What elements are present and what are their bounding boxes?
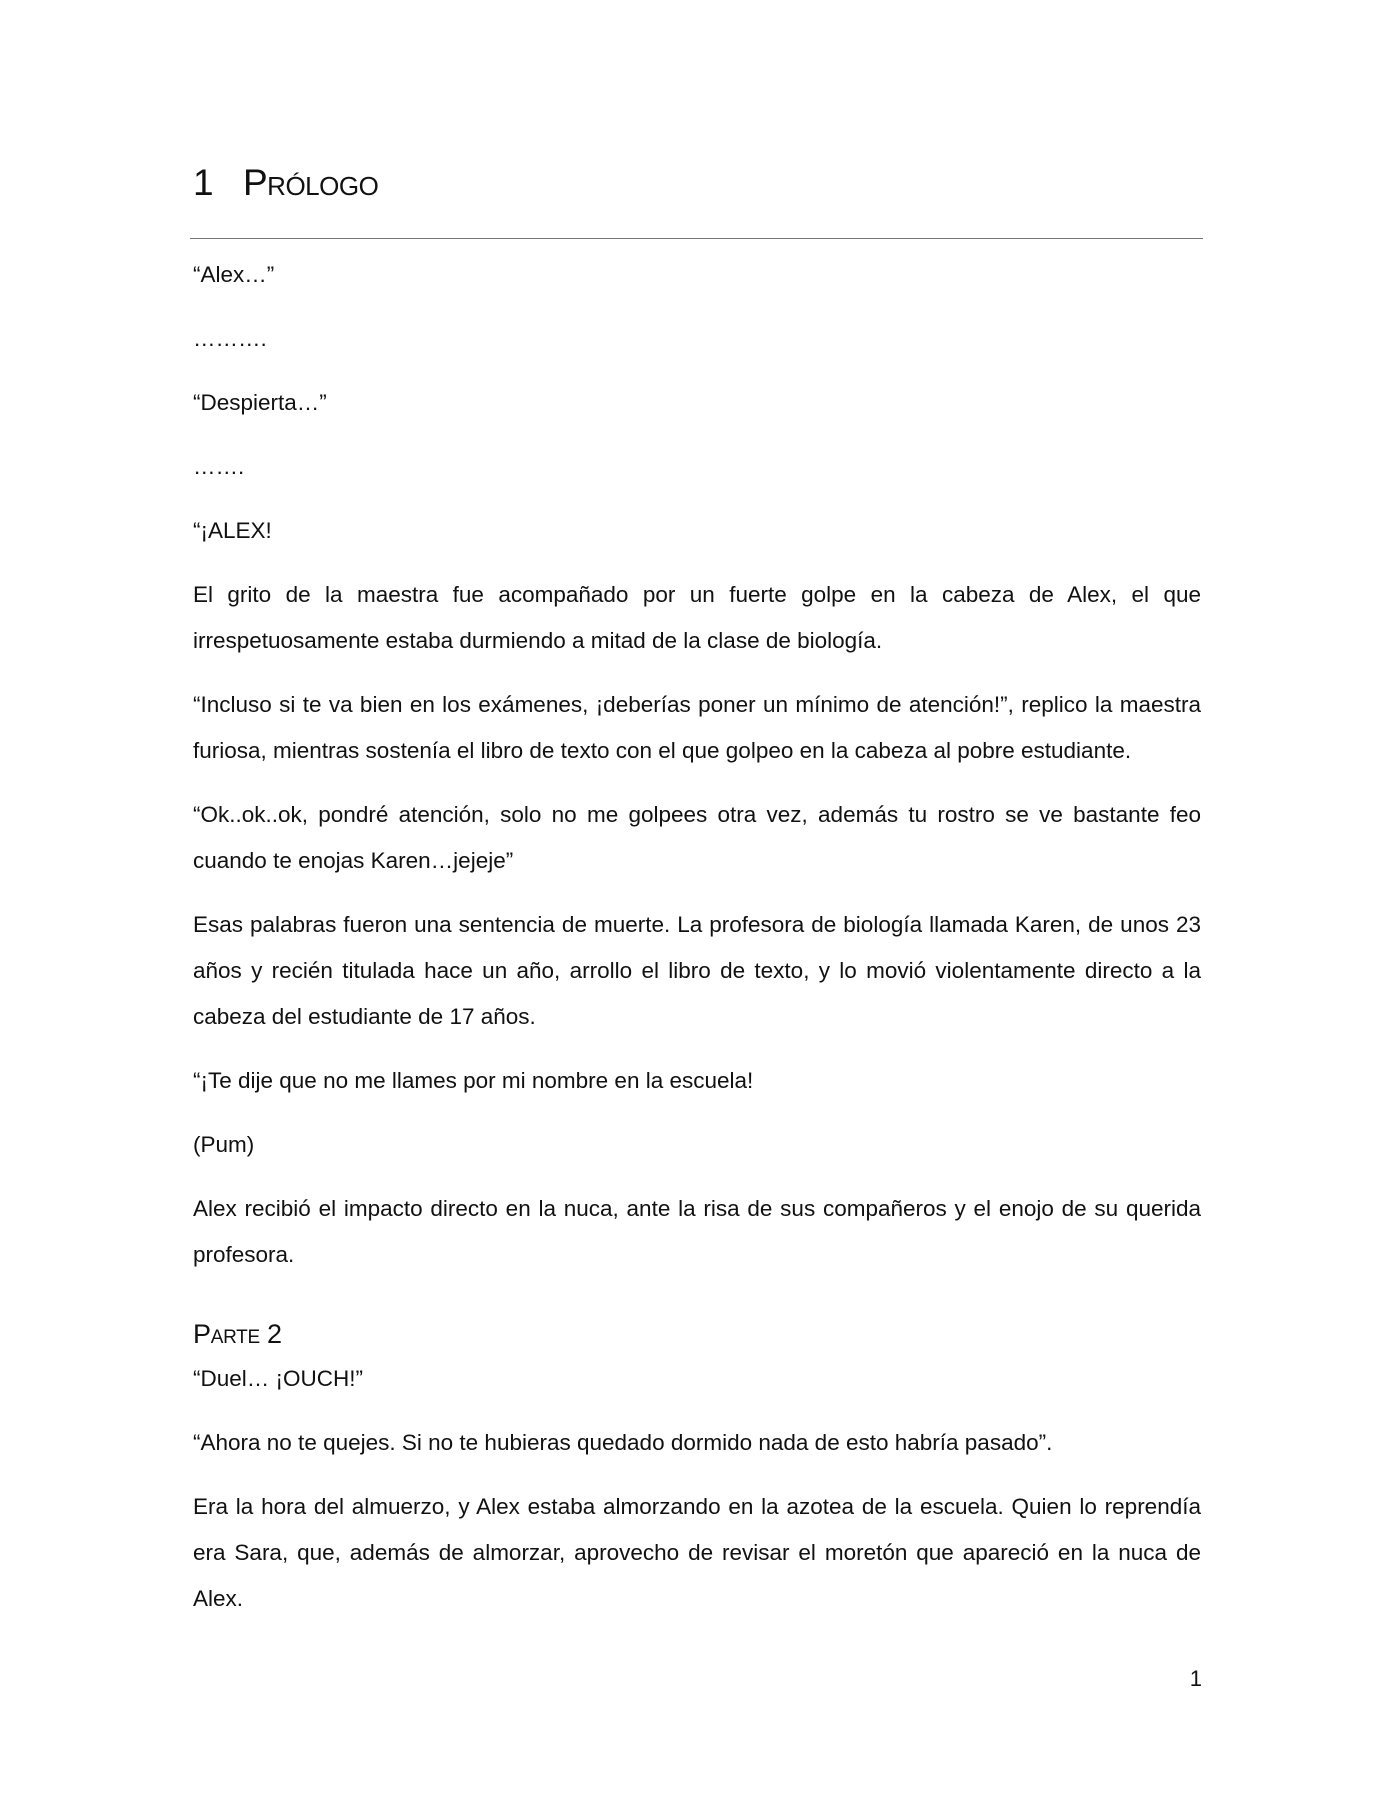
paragraph: “Duel… ¡OUCH!” (193, 1366, 364, 1391)
paragraph: “Ahora no te quejes. Si no te hubieras quedado dormido nada de esto habría pasado”. (193, 1430, 1053, 1455)
paragraph: “Ok..ok..ok, pondré atención, solo no me golpees otra vez, además tu rostro se ve bastante feo cuando te enojas Karen…jejeje” (193, 802, 1201, 873)
paragraph: Era la hora del almuerzo, y Alex estaba almorzando en la azotea de la escuela. Quien lo reprendía era Sara, que, además de almorzar, aprovecho de revisar el moretón que apareció en la nuca de Alex. (193, 1494, 1201, 1611)
paragraph: “¡Te dije que no me llames por mi nombre en la escuela! (193, 1068, 754, 1093)
chapter-number: 1 (193, 162, 214, 203)
paragraph: “Alex…” (193, 262, 275, 287)
paragraph: Alex recibió el impacto directo en la nuca, ante la risa de sus compañeros y el enojo de su querida profesora. (193, 1196, 1201, 1267)
page-number: 1 (1189, 1666, 1202, 1691)
paragraph: Esas palabras fueron una sentencia de muerte. La profesora de biología llamada Karen, de unos 23 años y recién titulada hace un año, arrollo el libro de texto, y lo movió violentamente directo a la cabeza del estudiante de 17 años. (193, 912, 1201, 1029)
paragraph: “¡ALEX! (193, 518, 272, 543)
paragraph: ……. (193, 454, 245, 479)
paragraph: ………. (193, 326, 267, 351)
paragraph: (Pum) (193, 1132, 255, 1157)
paragraph: El grito de la maestra fue acompañado por un fuerte golpe en la cabeza de Alex, el que irrespetuosamente estaba durmiendo a mitad de la clase de biología. (193, 582, 1201, 653)
section-heading: Parte 2 (193, 1319, 282, 1349)
heading-divider (190, 238, 1203, 239)
paragraph: “Despierta…” (193, 390, 327, 415)
chapter-heading (193, 162, 378, 204)
paragraph: “Incluso si te va bien en los exámenes, ¡deberías poner un mínimo de atención!”, replico la maestra furiosa, mientras sostenía el libro de texto con el que golpeo en la cabeza al pobre estudiante. (193, 692, 1201, 763)
chapter-title: Prólogo (243, 162, 379, 203)
body-text (193, 252, 1201, 1640)
